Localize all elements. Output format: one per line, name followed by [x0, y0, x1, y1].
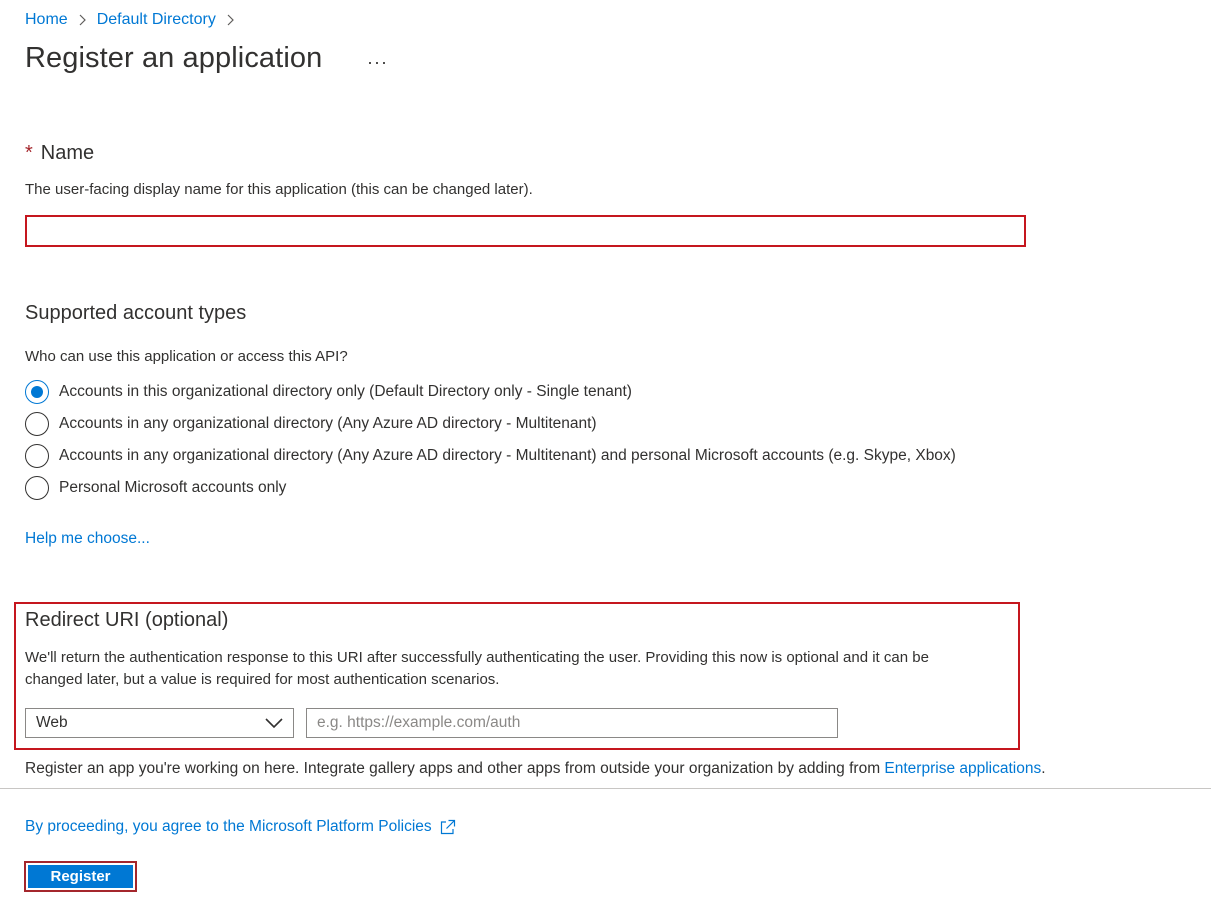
account-type-option-personal-only[interactable] [25, 476, 286, 500]
enterprise-applications-link[interactable]: Enterprise applications [884, 760, 1042, 777]
platform-policies-link[interactable] [25, 818, 456, 836]
name-description: The user-facing display name for this application (this can be changed later). [25, 181, 533, 198]
radio-button-selected[interactable] [25, 380, 49, 404]
register-note-suffix: . [1041, 760, 1046, 777]
breadcrumb [25, 11, 245, 29]
name-label: Name [40, 142, 95, 164]
account-types-question: Who can use this application or access this API? [25, 348, 348, 365]
account-type-option-multitenant[interactable] [25, 412, 597, 436]
option-label: Personal Microsoft accounts only [59, 479, 287, 496]
redirect-uri-input[interactable] [306, 708, 838, 738]
redirect-description-line2: changed later, but a value is required for most authentication scenarios. [25, 671, 500, 688]
redirect-uri-title: Redirect URI (optional) [25, 609, 229, 631]
radio-button[interactable] [25, 412, 49, 436]
option-label: Accounts in any organizational directory (Any Azure AD directory - Multitenant) and personal Microsoft accounts (e.g. Skype, Xbox) [59, 447, 956, 464]
register-button[interactable]: Register [28, 865, 133, 888]
chevron-right-icon [78, 14, 87, 26]
page-title: Register an application [25, 42, 323, 74]
name-section-title [25, 142, 94, 165]
more-options-button[interactable]: ··· [367, 52, 388, 72]
account-type-option-single-tenant[interactable] [25, 380, 632, 404]
platform-select-value: Web [36, 714, 68, 731]
radio-button[interactable] [25, 476, 49, 500]
chevron-down-icon [265, 716, 283, 730]
redirect-uri-description [25, 647, 929, 691]
platform-policies-label: By proceeding, you agree to the Microsoft Platform Policies [25, 818, 432, 835]
account-types-title: Supported account types [25, 302, 247, 324]
register-note-text: Register an app you're working on here. Integrate gallery apps and other apps from outside your organization by adding from [25, 760, 885, 777]
redirect-description-line1: We'll return the authentication response to this URI after successfully authenticating the user. Providing this now is optional and it can be [25, 649, 929, 666]
name-input[interactable] [25, 215, 1026, 247]
chevron-right-icon [226, 14, 235, 26]
option-label: Accounts in any organizational directory (Any Azure AD directory - Multitenant) [59, 415, 597, 432]
register-note [25, 758, 1046, 780]
register-button-highlight [24, 861, 137, 892]
option-label: Accounts in this organizational directory only (Default Directory only - Single tenant) [59, 383, 632, 400]
breadcrumb-directory-link[interactable]: Default Directory [96, 11, 216, 28]
breadcrumb-home-link[interactable]: Home [25, 11, 68, 28]
help-me-choose-link[interactable]: Help me choose... [25, 530, 150, 547]
footer-divider [0, 788, 1211, 789]
required-asterisk: * [25, 142, 33, 164]
radio-button[interactable] [25, 444, 49, 468]
account-type-option-multitenant-personal[interactable] [25, 444, 956, 468]
platform-select[interactable] [25, 708, 294, 738]
external-link-icon [439, 819, 456, 836]
